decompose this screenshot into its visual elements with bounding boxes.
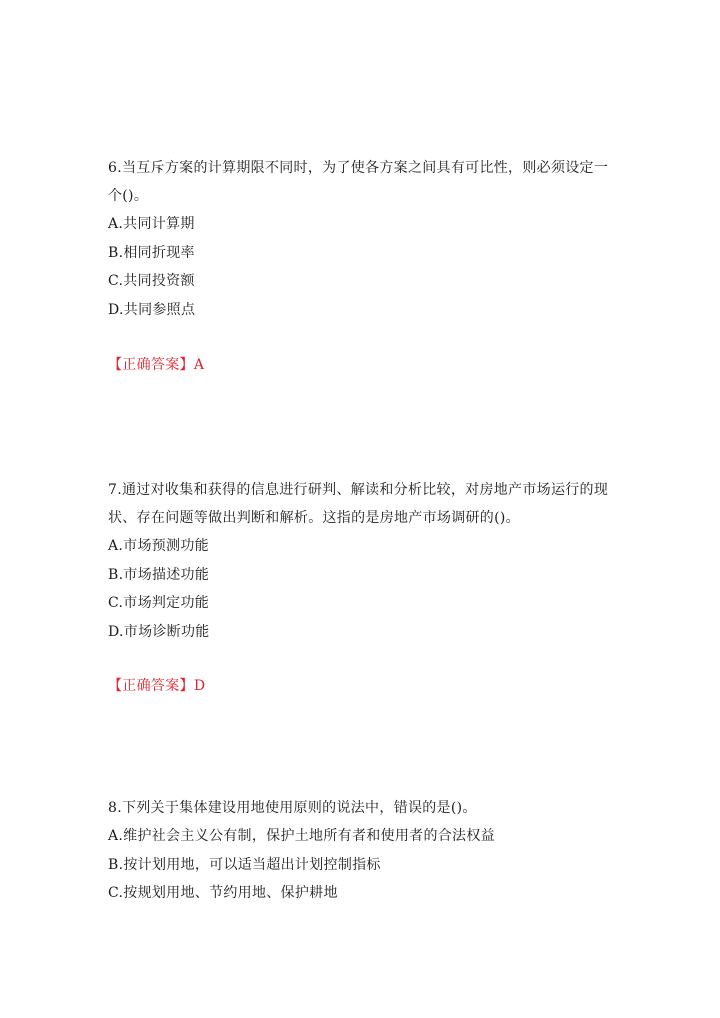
option-b: B.市场描述功能 (108, 566, 210, 583)
option-a: A.共同计算期 (108, 216, 195, 232)
option-b: B.相同折现率 (108, 244, 195, 261)
question-stem: 8.下列关于集体建设用地使用原则的说法中，错误的是()。 (108, 800, 477, 816)
question-6 (108, 154, 618, 324)
option-c: C.市场判定功能 (108, 595, 210, 611)
options-list (108, 210, 618, 324)
answer-label: 【正确答案】 (108, 678, 194, 694)
answer-label: 【正确答案】 (108, 357, 194, 373)
option-d: D.市场诊断功能 (108, 623, 210, 640)
option-c: C.按规划用地、节约用地、保护耕地 (108, 885, 338, 901)
answer-7 (108, 676, 618, 696)
question-7 (108, 476, 618, 646)
options-list (108, 532, 618, 646)
answer-value: D (193, 678, 206, 694)
option-a: A.维护社会主义公有制，保护土地所有者和使用者的合法权益 (108, 828, 495, 844)
option-a: A.市场预测功能 (108, 538, 209, 554)
answer-value: A (193, 357, 205, 373)
option-b: B.按计划用地，可以适当超出计划控制指标 (108, 856, 381, 873)
question-stem: 7.通过对收集和获得的信息进行研判、解读和分析比较，对房地产市场运行的现状、存在问题等做出判断和解析。这指的是房地产市场调研的()。 (108, 482, 609, 526)
answer-6 (108, 355, 618, 375)
options-list (108, 822, 618, 908)
option-d: D.共同参照点 (108, 301, 196, 318)
question-8 (108, 794, 618, 908)
option-c: C.共同投资额 (108, 273, 195, 289)
question-stem: 6.当互斥方案的计算期限不同时，为了使各方案之间具有可比性，则必须设定一个()。 (108, 160, 609, 204)
